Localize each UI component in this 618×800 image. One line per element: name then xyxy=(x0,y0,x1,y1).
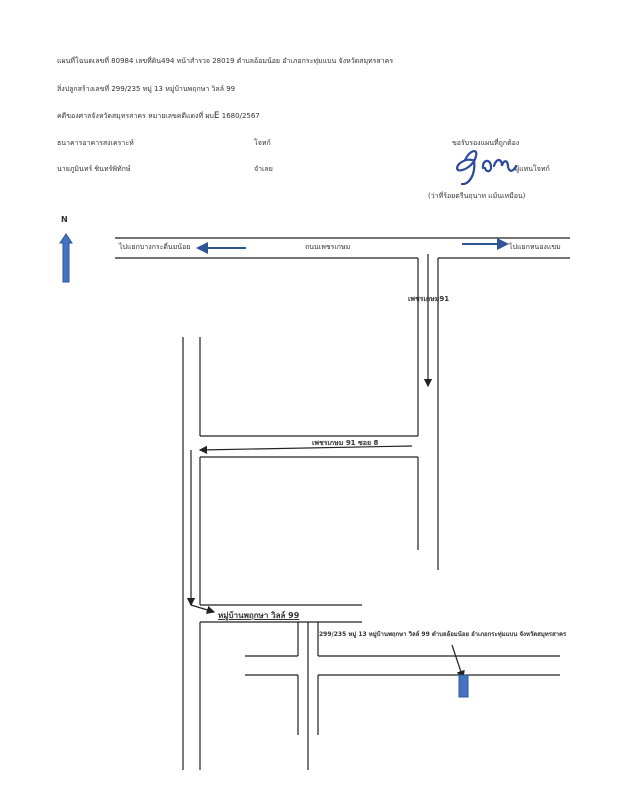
north-arrow-icon xyxy=(60,234,72,282)
right-direction-label: ไปแยกหนองแขม xyxy=(509,243,561,251)
property-label: 299/235 หมู่ 13 หมู่บ้านพฤกษา วิลล์ 99 ตำบลอ้อมน้อย อำเภอกระทุ่มแบน จังหวัดสมุทรสาคร xyxy=(319,631,567,638)
village-road xyxy=(200,605,362,770)
village-label: หมู่บ้านพฤกษา วิลล์ 99 xyxy=(218,611,300,620)
signer-role: ผู้แทนโจทก์ xyxy=(515,165,550,173)
bottom-road xyxy=(245,622,560,735)
plaintiff-name: ธนาคารอาคารสงเคราะห์ xyxy=(57,139,134,147)
header-line-1: แผนที่โฉนดเลขที่ 80984 เลขที่ดิน494 หน้าสำรวจ 28019 ตำบลอ้อมน้อย อำเภอกระทุ่มแบน จังหวัดสมุทรสาคร xyxy=(57,57,394,65)
case-letter: E xyxy=(213,111,220,121)
left-direction-label: ไปแยกบางกระดี่นมน้อย xyxy=(119,243,191,251)
route-arrow-soi-8 xyxy=(200,446,412,450)
property-pointer xyxy=(452,645,463,678)
route-arrow-village xyxy=(191,605,214,612)
soi-91-label: เพชรเกษม91 xyxy=(408,295,450,303)
north-label: N xyxy=(61,215,68,224)
signer-name: (ว่าที่ร้อยตรีนฤนาท แม้นเหมือน) xyxy=(428,192,526,200)
main-road-label: ถนนเพชรเกษม xyxy=(305,243,351,251)
defendant-role: จำเลย xyxy=(254,165,273,173)
certify-text: ขอรับรองแผนที่ถูกต้อง xyxy=(452,139,520,147)
case-number: 1680/2567 xyxy=(219,112,260,120)
soi-8-label: เพชรเกษม 91 ซอย 8 xyxy=(312,439,379,447)
plaintiff-role: โจทก์ xyxy=(254,139,271,147)
defendant-name: นายภูมินทร์ ชินทร์พิทักษ์ xyxy=(57,165,131,173)
case-prefix: คดีของศาลจังหวัดสมุทรสาคร หมายเลขคดีแดงที่ ผบ xyxy=(57,112,214,120)
header-line-2: สิ่งปลูกสร้างเลขที่ 299/235 หมู่ 13 หมู่บ้านพฤกษา วิลล์ 99 xyxy=(57,85,236,93)
property-marker xyxy=(459,675,468,697)
signature xyxy=(457,151,516,184)
